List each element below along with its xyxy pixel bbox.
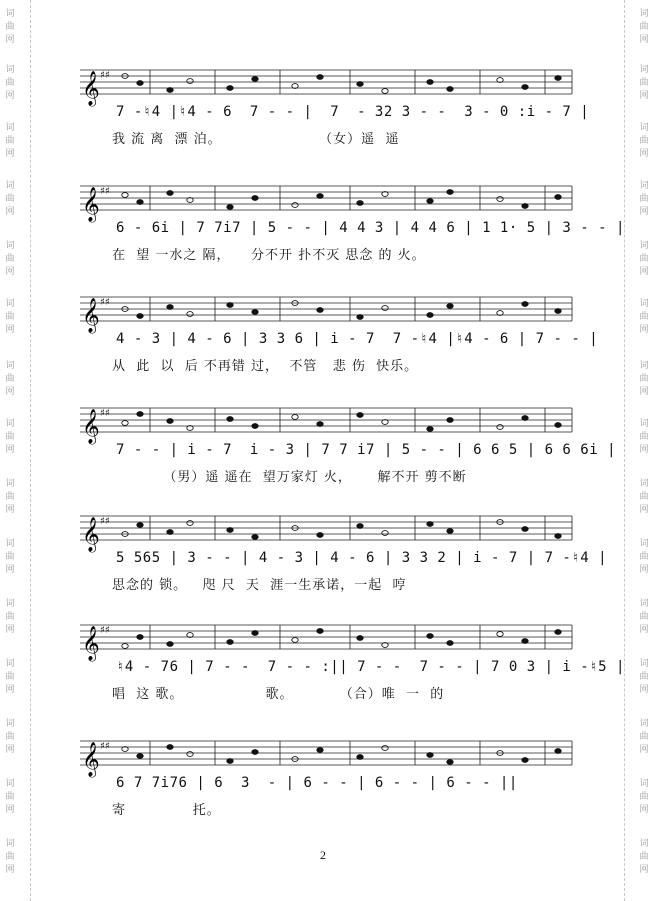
music-system <box>80 178 625 266</box>
watermark-text: 词曲网 <box>5 479 15 515</box>
lyrics-line: （男）遥 遥在 望万家灯 火， 解不开 剪不断 <box>112 470 467 485</box>
watermark-text: 词曲网 <box>639 599 649 635</box>
left-watermark-column <box>0 0 31 901</box>
jianpu-notation-line: 6 7 7i76 | 6 3 - | 6 - - | 6 - - | 6 - - || <box>116 775 518 791</box>
music-system <box>80 508 608 596</box>
jianpu-notation-line: 5 565 | 3 - - | 4 - 3 | 4 - 6 | 3 3 2 | i - 7 | 7 -♮4 | <box>116 550 608 566</box>
watermark-text: 词曲网 <box>639 659 649 695</box>
right-watermark-column <box>624 0 655 901</box>
watermark-text: 词曲网 <box>639 719 649 755</box>
treble-clef-icon: 𝄞 <box>82 71 100 106</box>
staff <box>80 508 578 550</box>
music-system <box>80 289 599 377</box>
watermark-text: 词曲网 <box>639 839 649 875</box>
key-signature-icon: ♯♯ <box>100 70 110 81</box>
staff <box>80 617 578 659</box>
watermark-text: 词曲网 <box>5 123 15 159</box>
watermark-text: 词曲网 <box>5 839 15 875</box>
key-signature-icon: ♯♯ <box>100 516 110 527</box>
watermark-text: 词曲网 <box>639 65 649 101</box>
watermark-text: 词曲网 <box>5 299 15 335</box>
watermark-text: 词曲网 <box>5 539 15 575</box>
lyrics-line: 寄 托。 <box>112 803 221 818</box>
lyrics-line: 从 此 以 后 不再错 过， 不管 悲 伤 快乐。 <box>112 359 419 374</box>
watermark-text: 词曲网 <box>639 181 649 217</box>
music-system <box>80 400 617 488</box>
watermark-text: 词曲网 <box>5 419 15 455</box>
watermark-text: 词曲网 <box>639 419 649 455</box>
treble-clef-icon: 𝄞 <box>82 187 100 222</box>
watermark-text: 词曲网 <box>639 299 649 335</box>
jianpu-notation-line: 7 -♮4 |♮4 - 6 7 - - | 7 - 32 3 - - 3 - 0 :i - 7 | <box>116 104 590 120</box>
key-signature-icon: ♯♯ <box>100 741 110 752</box>
page-number: 2 <box>320 848 326 862</box>
music-system <box>80 62 590 150</box>
lyrics-line: 思念的 锁。 咫 尺 天 涯一生承诺，一起 哼 <box>112 578 407 593</box>
lyrics-line: 我 流 离 漂 泊。 （女）遥 遥 <box>112 132 400 147</box>
watermark-text: 词曲网 <box>639 9 649 45</box>
key-signature-icon: ♯♯ <box>100 408 110 419</box>
key-signature-icon: ♯♯ <box>100 625 110 636</box>
watermark-text: 词曲网 <box>639 539 649 575</box>
watermark-text: 词曲网 <box>5 719 15 755</box>
watermark-text: 词曲网 <box>5 599 15 635</box>
jianpu-notation-line: ♮4 - 76 | 7 - - 7 - - :|| 7 - - 7 - - | 7 0 3 | i -♮5 | <box>116 659 625 675</box>
staff <box>80 178 578 220</box>
lyrics-line: 唱 这 歌。 歌。 （合）唯 一 的 <box>112 687 445 702</box>
jianpu-notation-line: 7 - - | i - 7 i - 3 | 7 7 i7 | 5 - - | 6 6 5 | 6 6 6i | <box>116 442 617 458</box>
watermark-text: 词曲网 <box>639 779 649 815</box>
jianpu-notation-line: 6 - 6i | 7 7i7 | 5 - - | 4 4 3 | 4 4 6 | 1 1· 5 | 3 - - | <box>116 220 625 236</box>
watermark-text: 词曲网 <box>639 123 649 159</box>
watermark-text: 词曲网 <box>639 241 649 277</box>
watermark-text: 词曲网 <box>639 479 649 515</box>
staff <box>80 733 578 775</box>
treble-clef-icon: 𝄞 <box>82 517 100 552</box>
watermark-text: 词曲网 <box>5 181 15 217</box>
watermark-text: 词曲网 <box>5 65 15 101</box>
treble-clef-icon: 𝄞 <box>82 626 100 661</box>
watermark-text: 词曲网 <box>5 659 15 695</box>
watermark-text: 词曲网 <box>639 361 649 397</box>
jianpu-notation-line: 4 - 3 | 4 - 6 | 3 3 6 | i - 7 7 -♮4 |♮4 - 6 | 7 - - | <box>116 331 599 347</box>
watermark-text: 词曲网 <box>5 241 15 277</box>
staff <box>80 62 578 104</box>
lyrics-line: 在 望 一水之 隔， 分不开 扑不灭 思念 的 火。 <box>112 248 426 263</box>
staff <box>80 400 578 442</box>
treble-clef-icon: 𝄞 <box>82 409 100 444</box>
watermark-text: 词曲网 <box>5 361 15 397</box>
music-system <box>80 617 625 705</box>
treble-clef-icon: 𝄞 <box>82 298 100 333</box>
key-signature-icon: ♯♯ <box>100 297 110 308</box>
key-signature-icon: ♯♯ <box>100 186 110 197</box>
staff <box>80 289 578 331</box>
treble-clef-icon: 𝄞 <box>82 742 100 777</box>
music-system <box>80 733 578 821</box>
watermark-text: 词曲网 <box>5 9 15 45</box>
watermark-text: 词曲网 <box>5 779 15 815</box>
